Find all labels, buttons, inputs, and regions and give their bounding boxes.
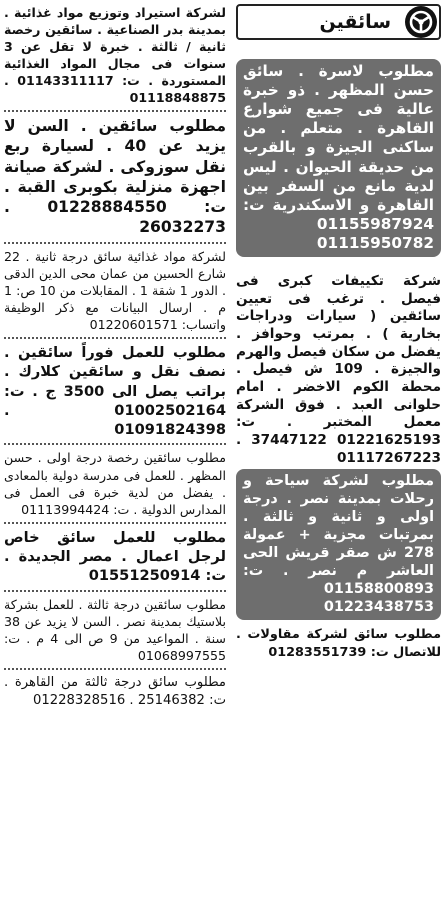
ad-divider xyxy=(4,443,226,445)
classified-ad-private-driver: مطلوب للعمل سائق خاص لرجل اعمال . مصر الجديدة . ت: 01551250914 xyxy=(4,528,226,585)
classified-ad-cairo-driver: مطلوب سائق درجة ثالثة من القاهرة . ت: 25146382 . 01228328516 xyxy=(4,675,226,709)
ad-divider xyxy=(4,110,226,112)
classified-ad-family-driver: مطلوب لاسرة . سائق حسن المظهر . ذو خبرة عالية فى جميع شوارع القاهرة . متعلم . من ساكنى الجيزة و بالقرب من حديقة الحيوان . ليس لدية مانع من السفر بين القاهرة و الاسكندرية ت: 01155987924 01115950782 xyxy=(236,59,441,257)
classified-ad-clark-drivers: مطلوب للعمل فوراً سائقين . نصف نقل و سائقين كلارك . براتب يصل الى 3500 ج . ت: 01002502164 . 01091824398 xyxy=(4,344,226,439)
steering-wheel-icon xyxy=(405,6,437,38)
classified-ad-food-import: لشركة استيراد وتوزيع مواد غذائية . بمدينة بدر الصناعية . سائقين رخصة ثانية / ثالثة . خبرة لا تقل عن 3 سنوات فى مجال المواد الغذائية المستوردة . ت: 01143311117 . 01118848875 xyxy=(4,5,226,105)
section-title: سائقين xyxy=(319,11,391,33)
classified-ad-contracting-company: مطلوب سائق لشركة مقاولات . للاتصال ت: 01283551739 xyxy=(236,627,441,660)
classified-ad-suzuki-drivers: مطلوب سائقين . السن لا يزيد عن 40 . لسيارة ربع نقل سوزوكى . لشركة صيانة اجهزة منزلية بكوبرى القبة . ت: 01228884550 . 26032273 xyxy=(4,117,226,237)
classified-ad-school-drivers: مطلوب سائقين رخصة درجة اولى . حسن المظهر . للعمل فى مدرسة دولية بالمعادى . يفضل من لدية خبرة فى العمل فى المدارس الدولية . ت: 01113994424 xyxy=(4,450,226,517)
ad-divider xyxy=(4,337,226,339)
classified-ad-ac-company: شركة تكييفات كبرى فى فيصل . ترغب فى تعيين سائقين ( سيارات ودراجات بخارية ) . بمرتب وحوافز . يفضل من سكان فيصل والهرم والجيزة . 109 ش فيصل . محطة الكوم الاخضر . امام حلوانى العبد . فوق الشركة معمل المختبر . ت: 01221625193 37447122 . 01117267223 xyxy=(236,273,441,466)
ad-divider xyxy=(4,590,226,592)
left-column xyxy=(4,4,226,710)
right-column xyxy=(236,4,441,661)
classified-ad-food-company: لشركة مواد غذائية سائق درجة ثانية . 22 شارع الحسين من عمان محى الدين الدقى . الدور 1 شقة 1 . المقابلات من 10 ص: 1 م . ارسال البيانات مع ذكر الوظيفة واتساب: 01220601571 xyxy=(4,248,226,333)
ad-divider xyxy=(4,668,226,670)
ad-divider xyxy=(4,242,226,244)
classified-ad-plastic-company: مطلوب سائقين درجة ثالثة . للعمل بشركة بلاستيك بمدينة نصر . السن لا يزيد عن 38 سنة . المواعيد من 9 ص الى 4 م . ت: 01068997555 xyxy=(4,596,226,664)
ad-divider xyxy=(4,522,226,524)
section-header xyxy=(236,4,441,40)
classified-ad-tourism-company: مطلوب لشركة سياحة و رحلات بمدينة نصر . درجة اولى و ثانية و ثالثة . بمرتبات مجزية + عمولة 278 ش صقر قريش الحى العاشر م نصر . ت: 01158800893 01223438753 xyxy=(236,469,441,620)
